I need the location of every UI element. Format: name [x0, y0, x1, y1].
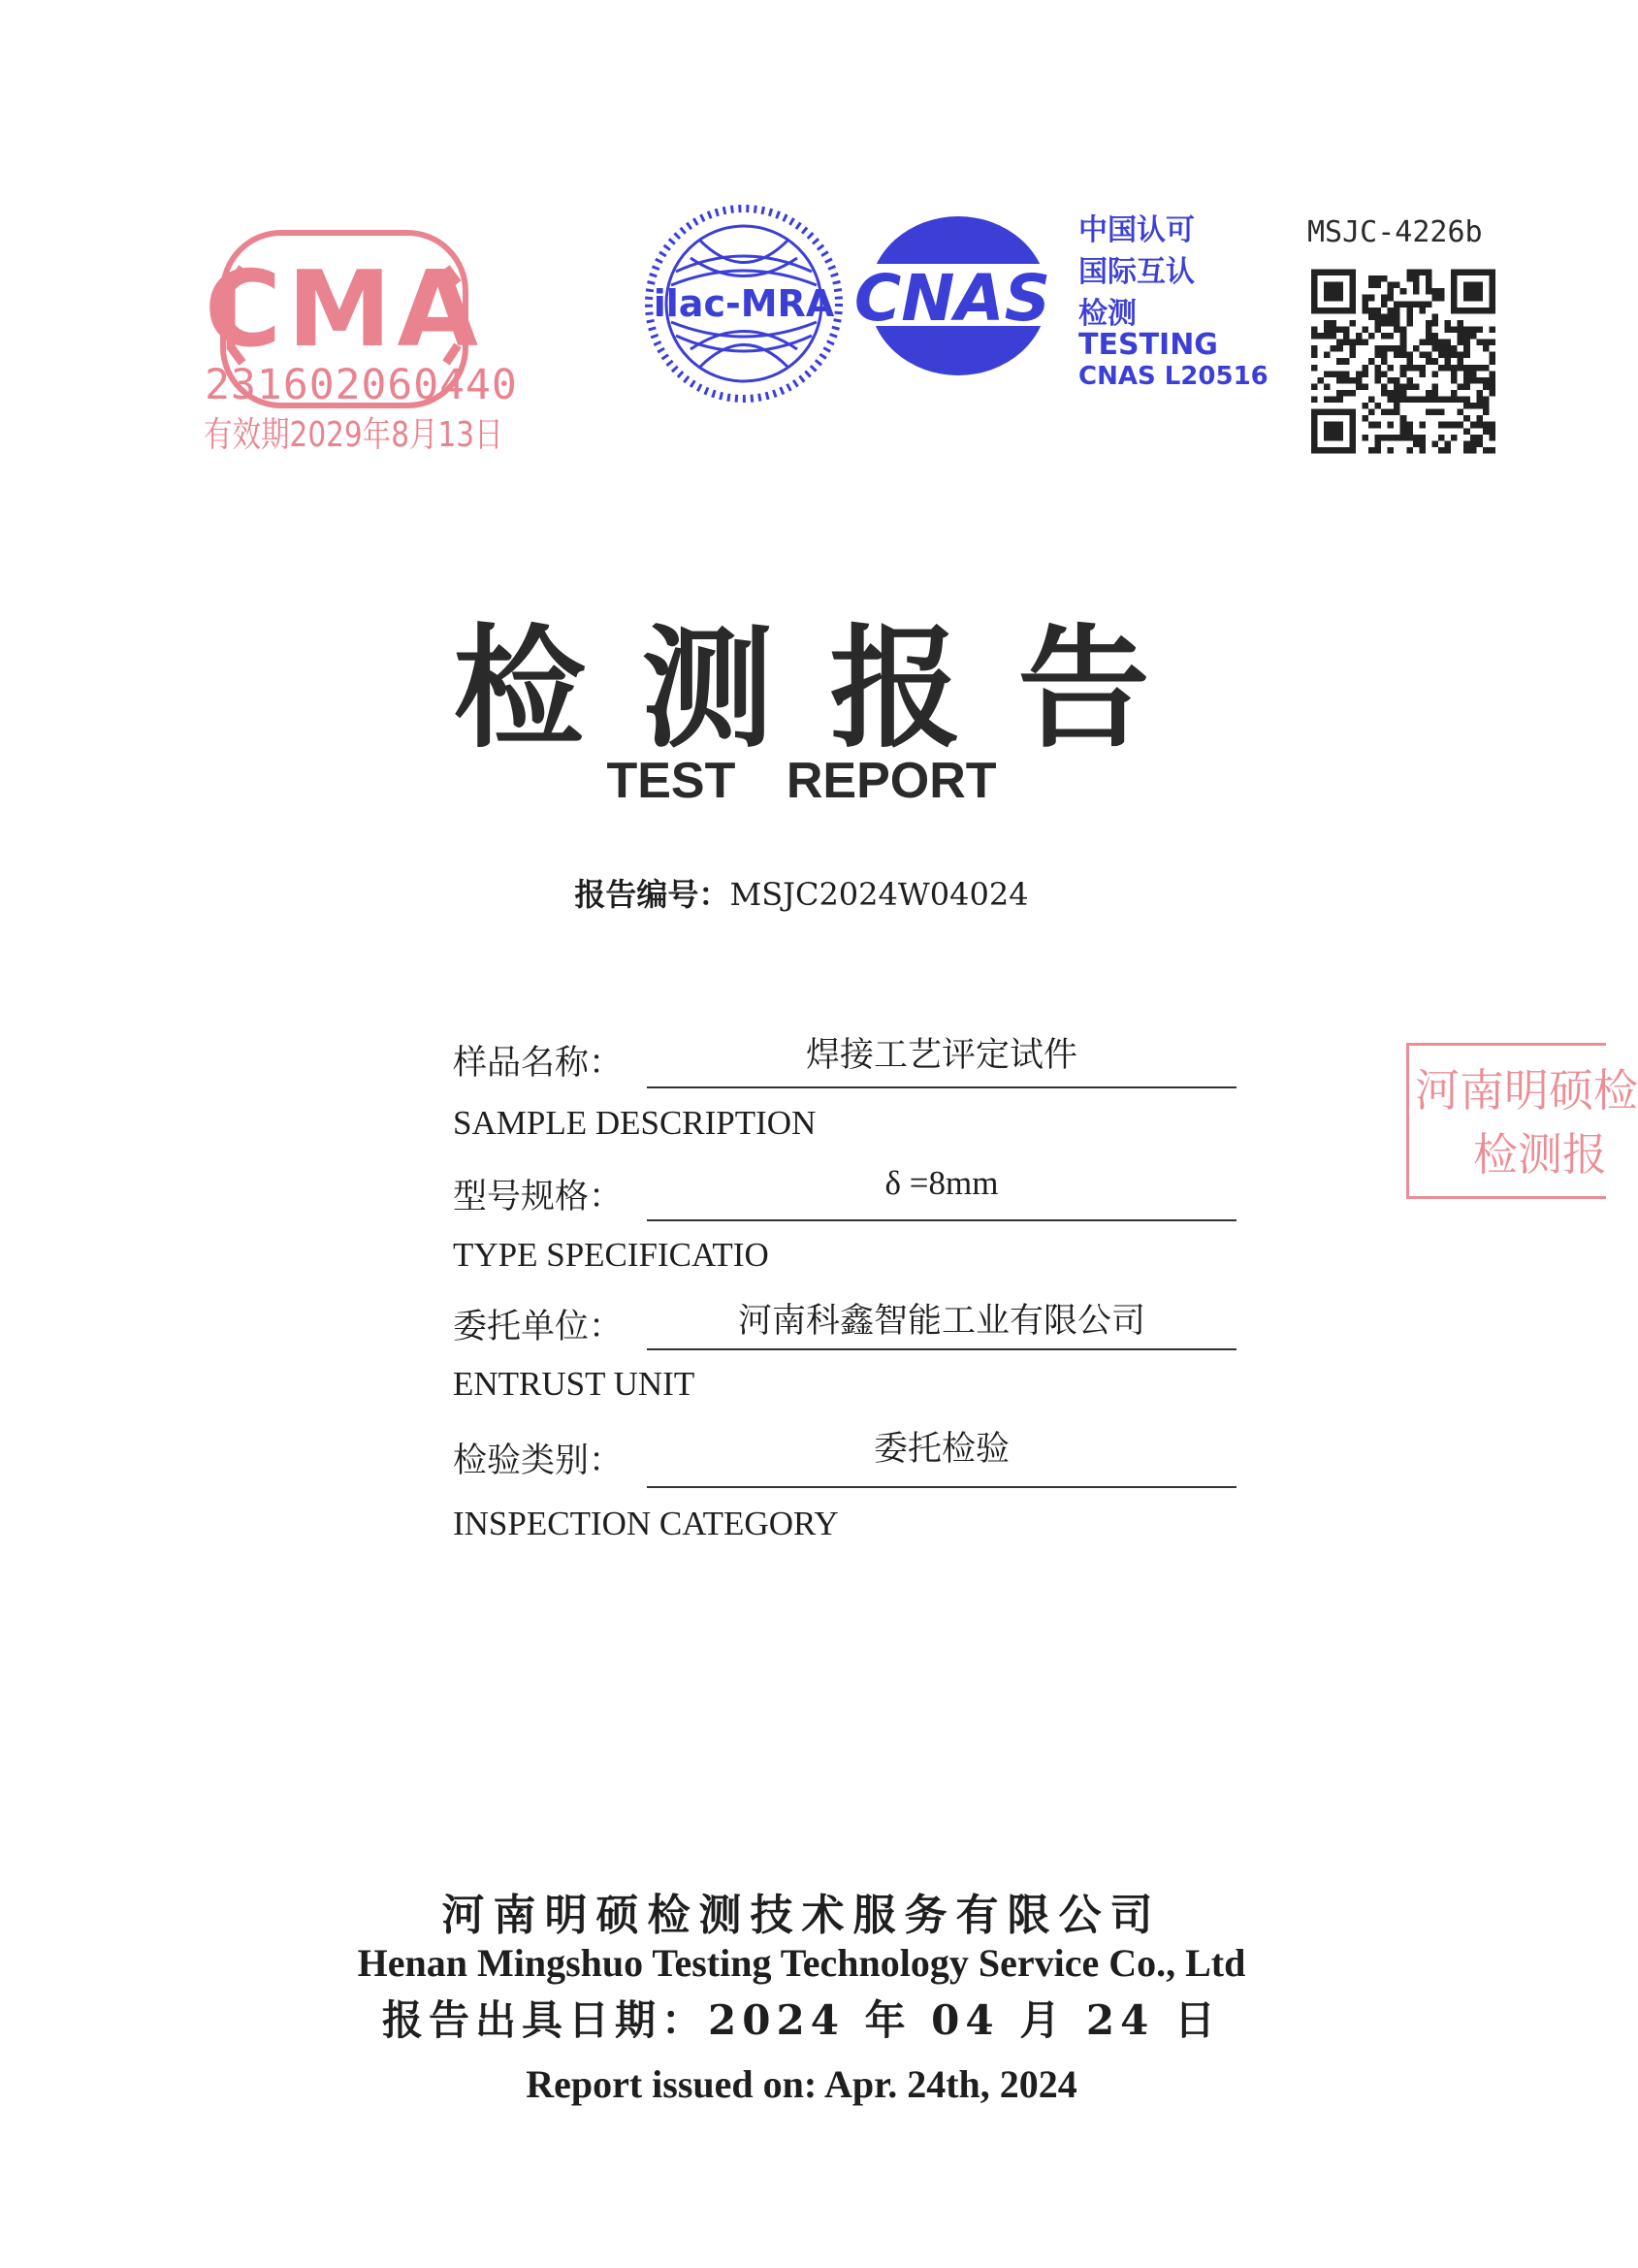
cnas-text-line: 国际互认: [1078, 255, 1195, 289]
cma-validity: 有效期2029年8月13日: [204, 415, 503, 455]
entrust-unit-label: 委托单位：: [453, 1308, 624, 1346]
company-name-cn: 河南明硕检测技术服务有限公司: [441, 1891, 1162, 1940]
sample-name-label: 样品名称：: [453, 1044, 624, 1083]
report-number: [0, 870, 1603, 915]
cnas-text-line: 中国认可: [1078, 213, 1195, 247]
cnas-text-line: TESTING: [1078, 328, 1218, 362]
field-underline: [647, 1086, 1237, 1088]
report-number-value: MSJC2024W04024: [729, 876, 1029, 913]
svg-text:ilac-MRA: ilac-MRA: [653, 282, 835, 325]
company-name-en: Henan Mingshuo Testing Technology Service Co., Ltd: [357, 1941, 1246, 1985]
qr-code-label: MSJC-4226b: [1307, 215, 1483, 249]
inspection-category-value: 委托检验: [873, 1430, 1010, 1469]
inspection-category-en-label: INSPECTION CATEGORY: [453, 1505, 839, 1542]
ilac-mra-logo-icon: [642, 202, 846, 405]
type-spec-value: δ =8mm: [884, 1164, 999, 1202]
cnas-text-line: CNAS L20516: [1078, 362, 1269, 391]
field-underline: [647, 1348, 1237, 1350]
sample-description-label: SAMPLE DESCRIPTION: [453, 1104, 817, 1142]
svg-text:CMA: CMA: [204, 249, 485, 371]
inspection-category-label: 检验类别：: [453, 1442, 624, 1480]
company-seal-stamp: [1406, 1043, 1638, 1199]
type-specification-label: TYPE SPECIFICATIO: [453, 1236, 769, 1274]
seal-text: 河南明硕检: [1415, 1064, 1638, 1117]
entrust-unit-en-label: ENTRUST UNIT: [453, 1365, 695, 1403]
report-title-en: TEST REPORT: [606, 753, 997, 809]
sample-name-value: 焊接工艺评定试件: [805, 1036, 1077, 1075]
type-spec-label: 型号规格：: [453, 1178, 624, 1216]
cnas-text-line: 检测: [1078, 297, 1137, 331]
svg-text:CNAS: CNAS: [853, 261, 1051, 336]
seal-text: 检测报: [1473, 1128, 1607, 1181]
entrust-unit-value: 河南科鑫智能工业有限公司: [737, 1302, 1145, 1341]
issue-date-en: Report issued on: Apr. 24th, 2024: [526, 2062, 1077, 2106]
issue-date-cn: 报告出具日期：2024 年 04 月 24 日: [382, 1996, 1221, 2044]
qr-code-icon[interactable]: [1311, 267, 1495, 456]
cma-number: 231602060440: [205, 361, 518, 409]
field-underline: [647, 1219, 1237, 1221]
report-title-cn: 检测报告: [453, 611, 1206, 766]
field-underline: [647, 1486, 1237, 1488]
cnas-logo-icon: [844, 202, 1067, 391]
report-number-label: 报告编号：: [574, 876, 730, 913]
